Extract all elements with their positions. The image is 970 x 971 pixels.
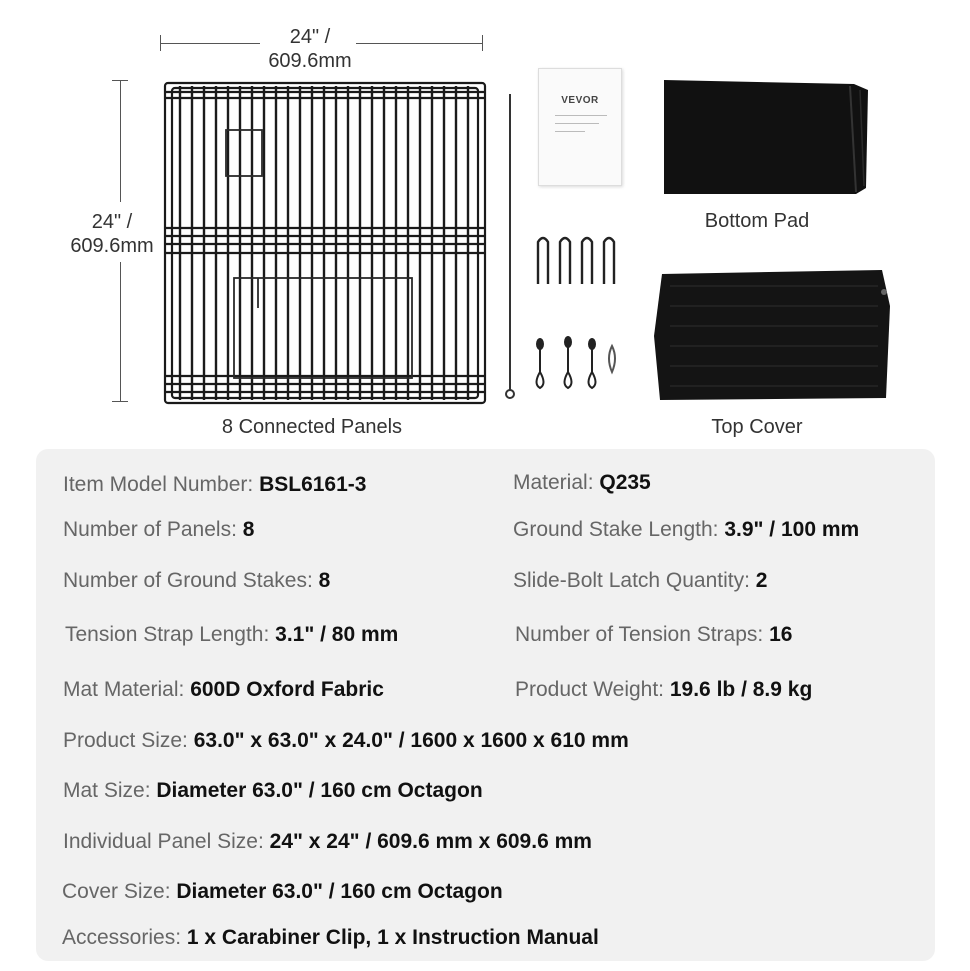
top-dimension-line2: 609.6mm xyxy=(268,50,352,72)
spec-value: Q235 xyxy=(599,471,651,494)
top-dimension-label xyxy=(245,25,375,73)
spec-label: Mat Size: xyxy=(63,779,157,802)
side-dimension-line2: 609.6mm xyxy=(70,235,154,257)
spec-label: Item Model Number: xyxy=(63,473,260,496)
spec-value: 1 x Carabiner Clip, 1 x Instruction Manual xyxy=(186,926,599,949)
instruction-manual-image xyxy=(538,68,622,186)
spec-value: Diameter 63.0" / 160 cm Octagon xyxy=(156,779,483,802)
top-dimension-tick-left xyxy=(160,35,161,51)
spec-value: 3.9" / 100 mm xyxy=(724,518,860,541)
bottom-pad-image xyxy=(660,76,872,198)
spec-label: Ground Stake Length: xyxy=(513,518,725,541)
side-dimension-line1: 24" / xyxy=(91,211,133,233)
spec-number-of-tension-straps xyxy=(515,622,792,648)
spec-item-model-number xyxy=(63,472,366,498)
top-dimension-line1: 24" / xyxy=(289,26,331,48)
spec-label: Individual Panel Size: xyxy=(63,830,270,853)
spec-value: 16 xyxy=(769,623,793,646)
fence-panels-image xyxy=(160,78,490,408)
spec-value: 3.1" / 80 mm xyxy=(275,623,399,646)
top-cover-image xyxy=(650,266,896,406)
ground-rod-image xyxy=(500,90,520,402)
spec-label: Number of Panels: xyxy=(63,518,243,541)
manual-text-line xyxy=(555,131,585,132)
spec-number-of-panels xyxy=(63,517,254,543)
spec-label: Slide-Bolt Latch Quantity: xyxy=(513,569,756,592)
manual-brand: VEVOR xyxy=(561,95,599,106)
spec-tension-strap-length xyxy=(65,622,398,648)
spec-label: Number of Tension Straps: xyxy=(515,623,770,646)
spec-value: Diameter 63.0" / 160 cm Octagon xyxy=(176,880,503,903)
spec-product-weight xyxy=(515,677,812,703)
spec-value: 19.6 lb / 8.9 kg xyxy=(669,678,813,701)
spec-slide-bolt-latch-quantity xyxy=(513,568,767,594)
panels-caption: 8 Connected Panels xyxy=(221,416,403,438)
spec-cover-size xyxy=(62,879,503,905)
spec-material xyxy=(513,470,651,496)
tension-straps-image xyxy=(530,332,622,392)
manual-text-line xyxy=(555,115,607,116)
ground-stakes-image xyxy=(530,232,622,288)
spec-label: Material: xyxy=(513,471,600,494)
side-dimension-line-top xyxy=(120,80,121,202)
spec-label: Accessories: xyxy=(62,926,187,949)
spec-value: BSL6161-3 xyxy=(259,473,367,496)
spec-label: Product Weight: xyxy=(515,678,670,701)
spec-individual-panel-size xyxy=(63,829,592,855)
spec-label: Mat Material: xyxy=(63,678,191,701)
spec-accessories xyxy=(62,925,599,951)
spec-label: Tension Strap Length: xyxy=(65,623,276,646)
spec-value: 8 xyxy=(318,569,331,592)
spec-value: 8 xyxy=(242,518,255,541)
spec-value: 600D Oxford Fabric xyxy=(190,678,384,701)
spec-ground-stake-length xyxy=(513,517,859,543)
spec-label: Product Size: xyxy=(63,729,194,752)
spec-mat-material xyxy=(63,677,384,703)
spec-product-size xyxy=(63,728,629,754)
spec-label: Number of Ground Stakes: xyxy=(63,569,319,592)
spec-value: 2 xyxy=(755,569,768,592)
bottom-pad-caption: Bottom Pad xyxy=(704,210,810,232)
side-dimension-line-bottom xyxy=(120,262,121,402)
side-dimension-tick-bottom xyxy=(112,401,128,402)
spec-mat-size xyxy=(63,778,483,804)
spec-value: 63.0" x 63.0" x 24.0" / 1600 x 1600 x 610 mm xyxy=(193,729,629,752)
top-dimension-tick-right xyxy=(482,35,483,51)
spec-number-of-ground-stakes xyxy=(63,568,330,594)
side-dimension-tick-top xyxy=(112,80,128,81)
spec-value: 24" x 24" / 609.6 mm x 609.6 mm xyxy=(269,830,592,853)
manual-text-line xyxy=(555,123,599,124)
side-dimension-label xyxy=(58,210,166,258)
spec-label: Cover Size: xyxy=(62,880,177,903)
top-cover-caption: Top Cover xyxy=(711,416,803,438)
